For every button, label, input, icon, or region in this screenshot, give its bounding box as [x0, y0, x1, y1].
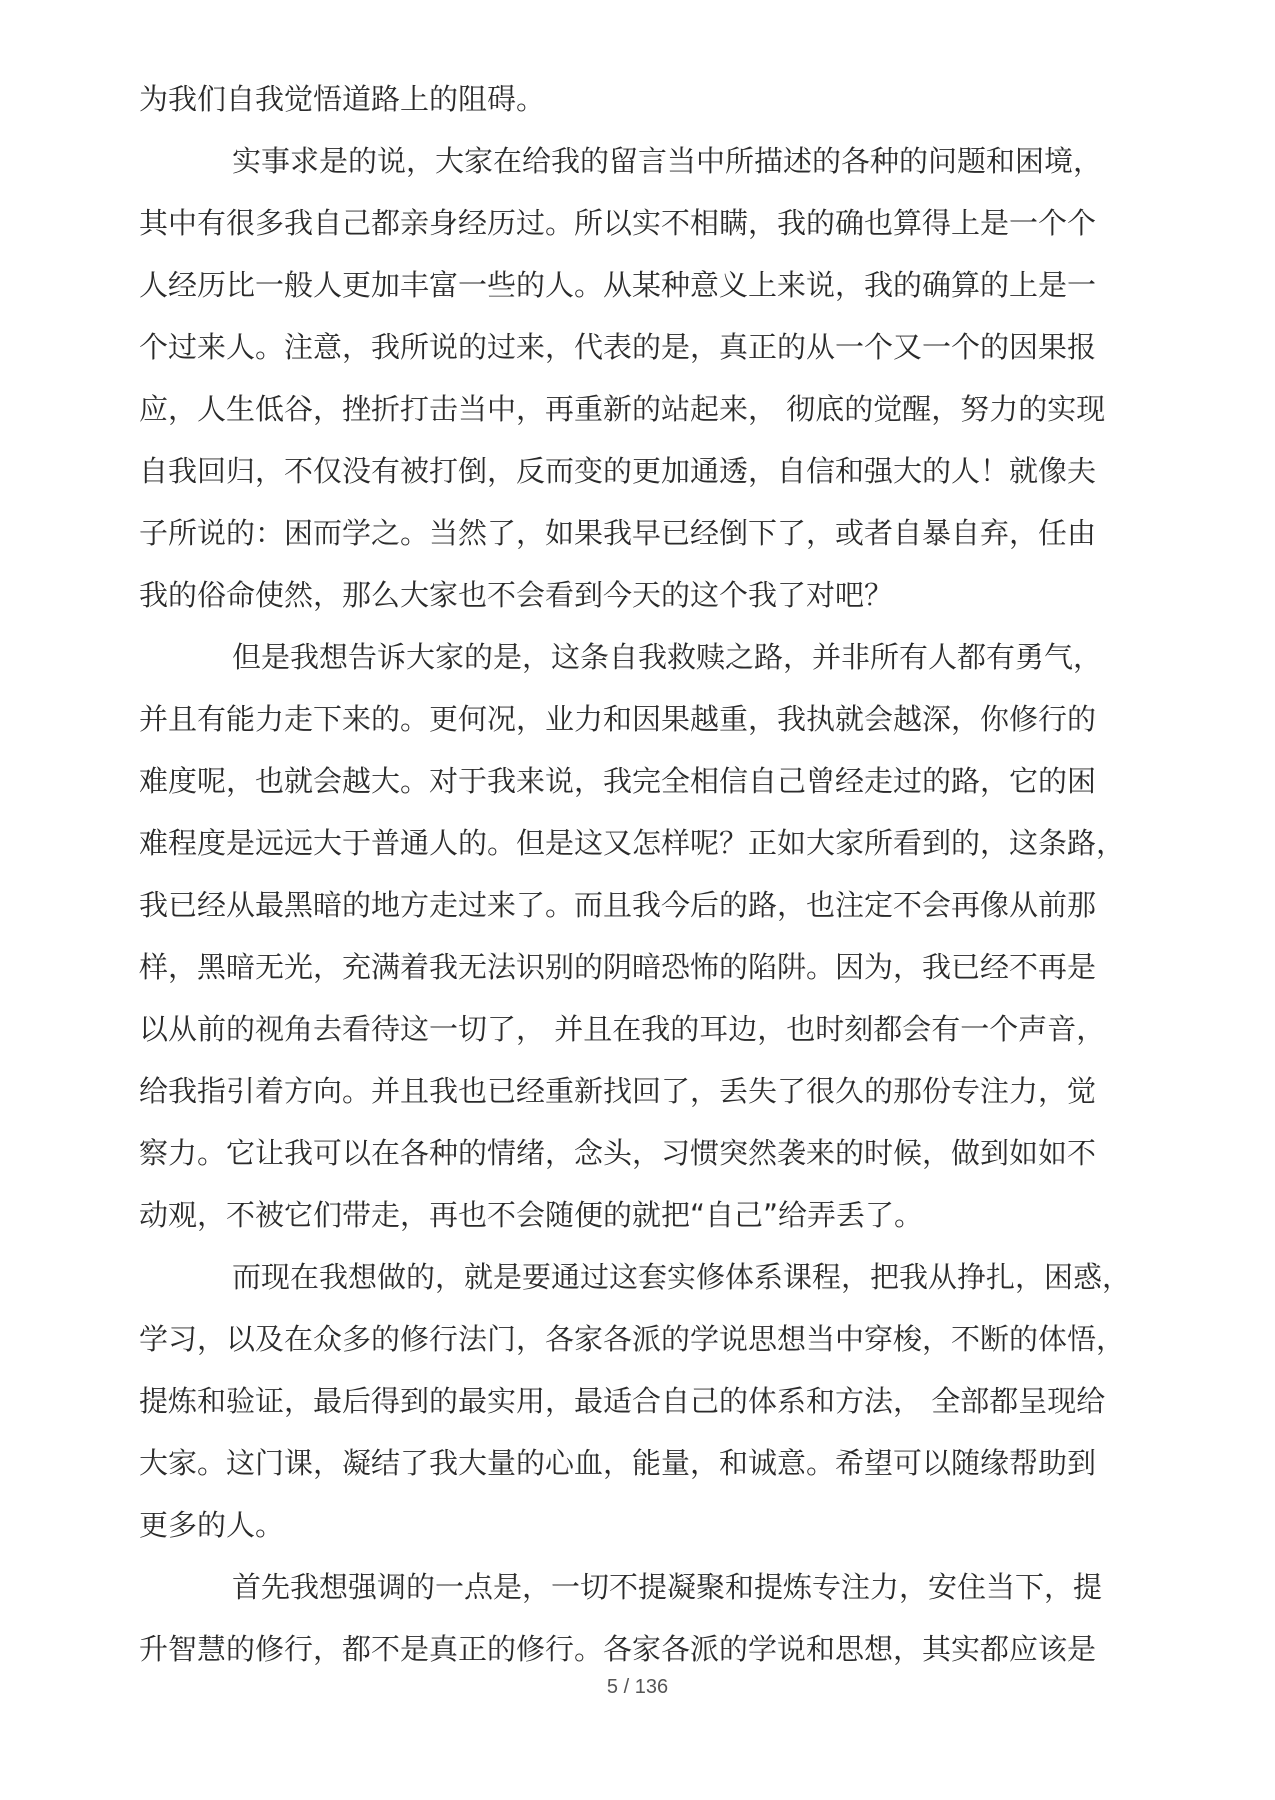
text-line: 以从前的视角去看待这一切了， 并且在我的耳边，也时刻都会有一个声音， — [139, 1012, 1106, 1046]
text-line: 应，人生低谷，挫折打击当中，再重新的站起来， 彻底的觉醒，努力的实现 — [139, 392, 1106, 426]
page-number: 5 / 136 — [606, 1676, 669, 1698]
text-line: 自我回归，不仅没有被打倒，反而变的更加通透，自信和强大的人！就像夫 — [139, 454, 1097, 488]
text-line: 其中有很多我自己都亲身经历过。所以实不相瞒，我的确也算得上是一个个 — [139, 206, 1097, 240]
text-line: 并且有能力走下来的。更何况，业力和因果越重，我执就会越深，你修行的 — [139, 702, 1097, 736]
text-line: 察力。它让我可以在各种的情绪，念头，习惯突然袭来的时候，做到如如不 — [139, 1136, 1097, 1170]
paragraph-start-line: 实事求是的说，大家在给我的留言当中所描述的各种的问题和困境， — [232, 144, 1103, 178]
paragraph-start-line: 首先我想强调的一点是，一切不提凝聚和提炼专注力，安住当下，提 — [232, 1570, 1103, 1604]
text-line: 样，黑暗无光，充满着我无法识别的阴暗恐怖的陷阱。因为，我已经不再是 — [139, 950, 1097, 984]
text-line: 人经历比一般人更加丰富一些的人。从某种意义上来说，我的确算的上是一 — [139, 268, 1097, 302]
text-line: 动观，不被它们带走，再也不会随便的就把“自己”给弄丢了。 — [139, 1198, 924, 1232]
text-line: 给我指引着方向。并且我也已经重新找回了，丢失了很久的那份专注力，觉 — [139, 1074, 1097, 1108]
paragraph-start-line: 但是我想告诉大家的是，这条自我救赎之路，并非所有人都有勇气， — [232, 640, 1103, 674]
text-line: 个过来人。注意，我所说的过来，代表的是，真正的从一个又一个的因果报 — [139, 330, 1097, 364]
text-line: 我的俗命使然，那么大家也不会看到今天的这个我了对吧？ — [139, 578, 894, 612]
text-line: 难程度是远远大于普通人的。但是这又怎样呢？正如大家所看到的，这条路， — [139, 826, 1126, 860]
paragraph-start-line: 而现在我想做的，就是要通过这套实修体系课程，把我从挣扎，困惑， — [232, 1260, 1132, 1294]
text-line: 难度呢，也就会越大。对于我来说，我完全相信自己曾经走过的路，它的困 — [139, 764, 1097, 798]
text-line: 我已经从最黑暗的地方走过来了。而且我今后的路，也注定不会再像从前那 — [139, 888, 1097, 922]
body-text — [139, 68, 1139, 1680]
text-line: 大家。这门课，凝结了我大量的心血，能量，和诚意。希望可以随缘帮助到 — [139, 1446, 1097, 1480]
text-line: 学习，以及在众多的修行法门，各家各派的学说思想当中穿梭，不断的体悟， — [139, 1322, 1126, 1356]
text-line: 升智慧的修行，都不是真正的修行。各家各派的学说和思想，其实都应该是 — [139, 1632, 1097, 1666]
text-line: 为我们自我觉悟道路上的阻碍。 — [139, 82, 546, 116]
text-line: 提炼和验证，最后得到的最实用，最适合自己的体系和方法， 全部都呈现给 — [139, 1384, 1106, 1418]
text-line: 子所说的：困而学之。当然了，如果我早已经倒下了，或者自暴自弃，任由 — [139, 516, 1097, 550]
text-line: 更多的人。 — [139, 1508, 285, 1542]
